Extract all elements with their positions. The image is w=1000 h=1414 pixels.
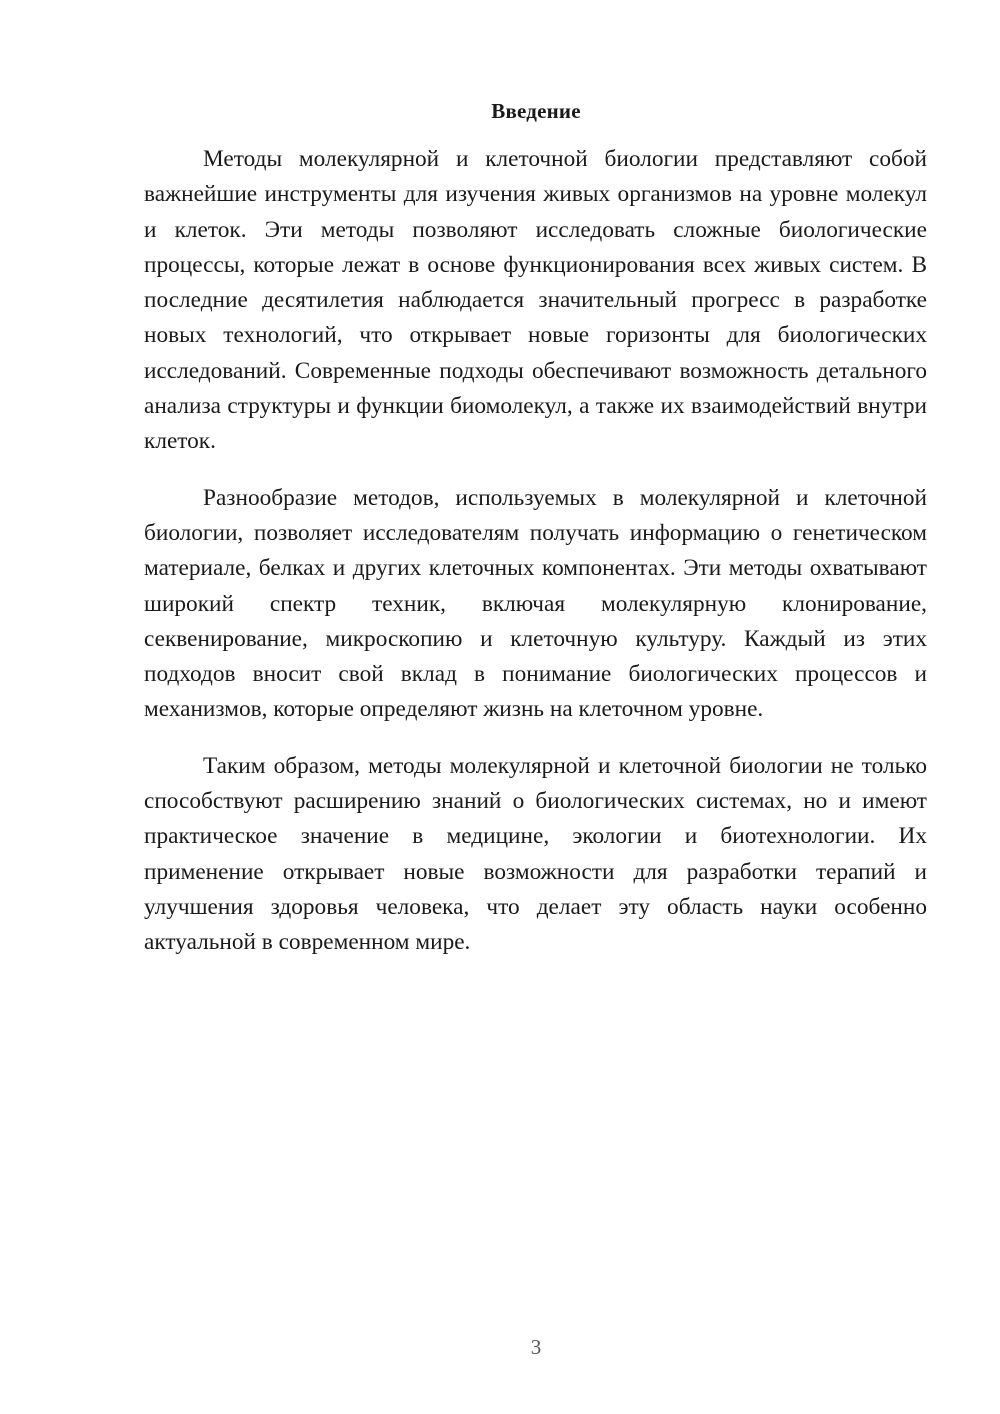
paragraph-intro: Методы молекулярной и клеточной биологии представляют собой важнейшие инструменты для изучения живых организмов на уровне молекул и клеток. Эти методы позволяют исследовать сложные биологические процессы, которые лежат в основе функционирования всех живых систем. В последние десятилетия наблюдается значительный прогресс в разработке новых технологий, что открывает новые горизонты для биологических исследований. Современные подходы обеспечивают возможность детального анализа структуры и функции биомолекул, а также их взаимодействий внутри клеток.: [144, 146, 927, 455]
section-title: Введение: [491, 99, 581, 123]
paragraph-conclusion: Таким образом, методы молекулярной и клеточной биологии не только способствуют расширению знаний о биологических системах, но и имеют практическое значение в медицине, экологии и биотехнологии. Их применение открывает новые возможности для разработки терапий и улучшения здоровья человека, что делает эту область науки особенно актуальной в современном мире.: [144, 752, 927, 956]
page-number: 3: [530, 1335, 542, 1359]
body-text: [144, 142, 927, 982]
paragraph-methods: Разнообразие методов, используемых в молекулярной и клеточной биологии, позволяет исследователям получать информацию о генетическом материале, белках и других клеточных компонентах. Эти методы охватывают широкий спектр техник, включая молекулярную клонирование, секвенирование, микроскопию и клеточную культуру. Каждый из этих подходов вносит свой вклад в понимание биологических процессов и механизмов, которые определяют жизнь на клеточном уровне.: [144, 484, 927, 723]
